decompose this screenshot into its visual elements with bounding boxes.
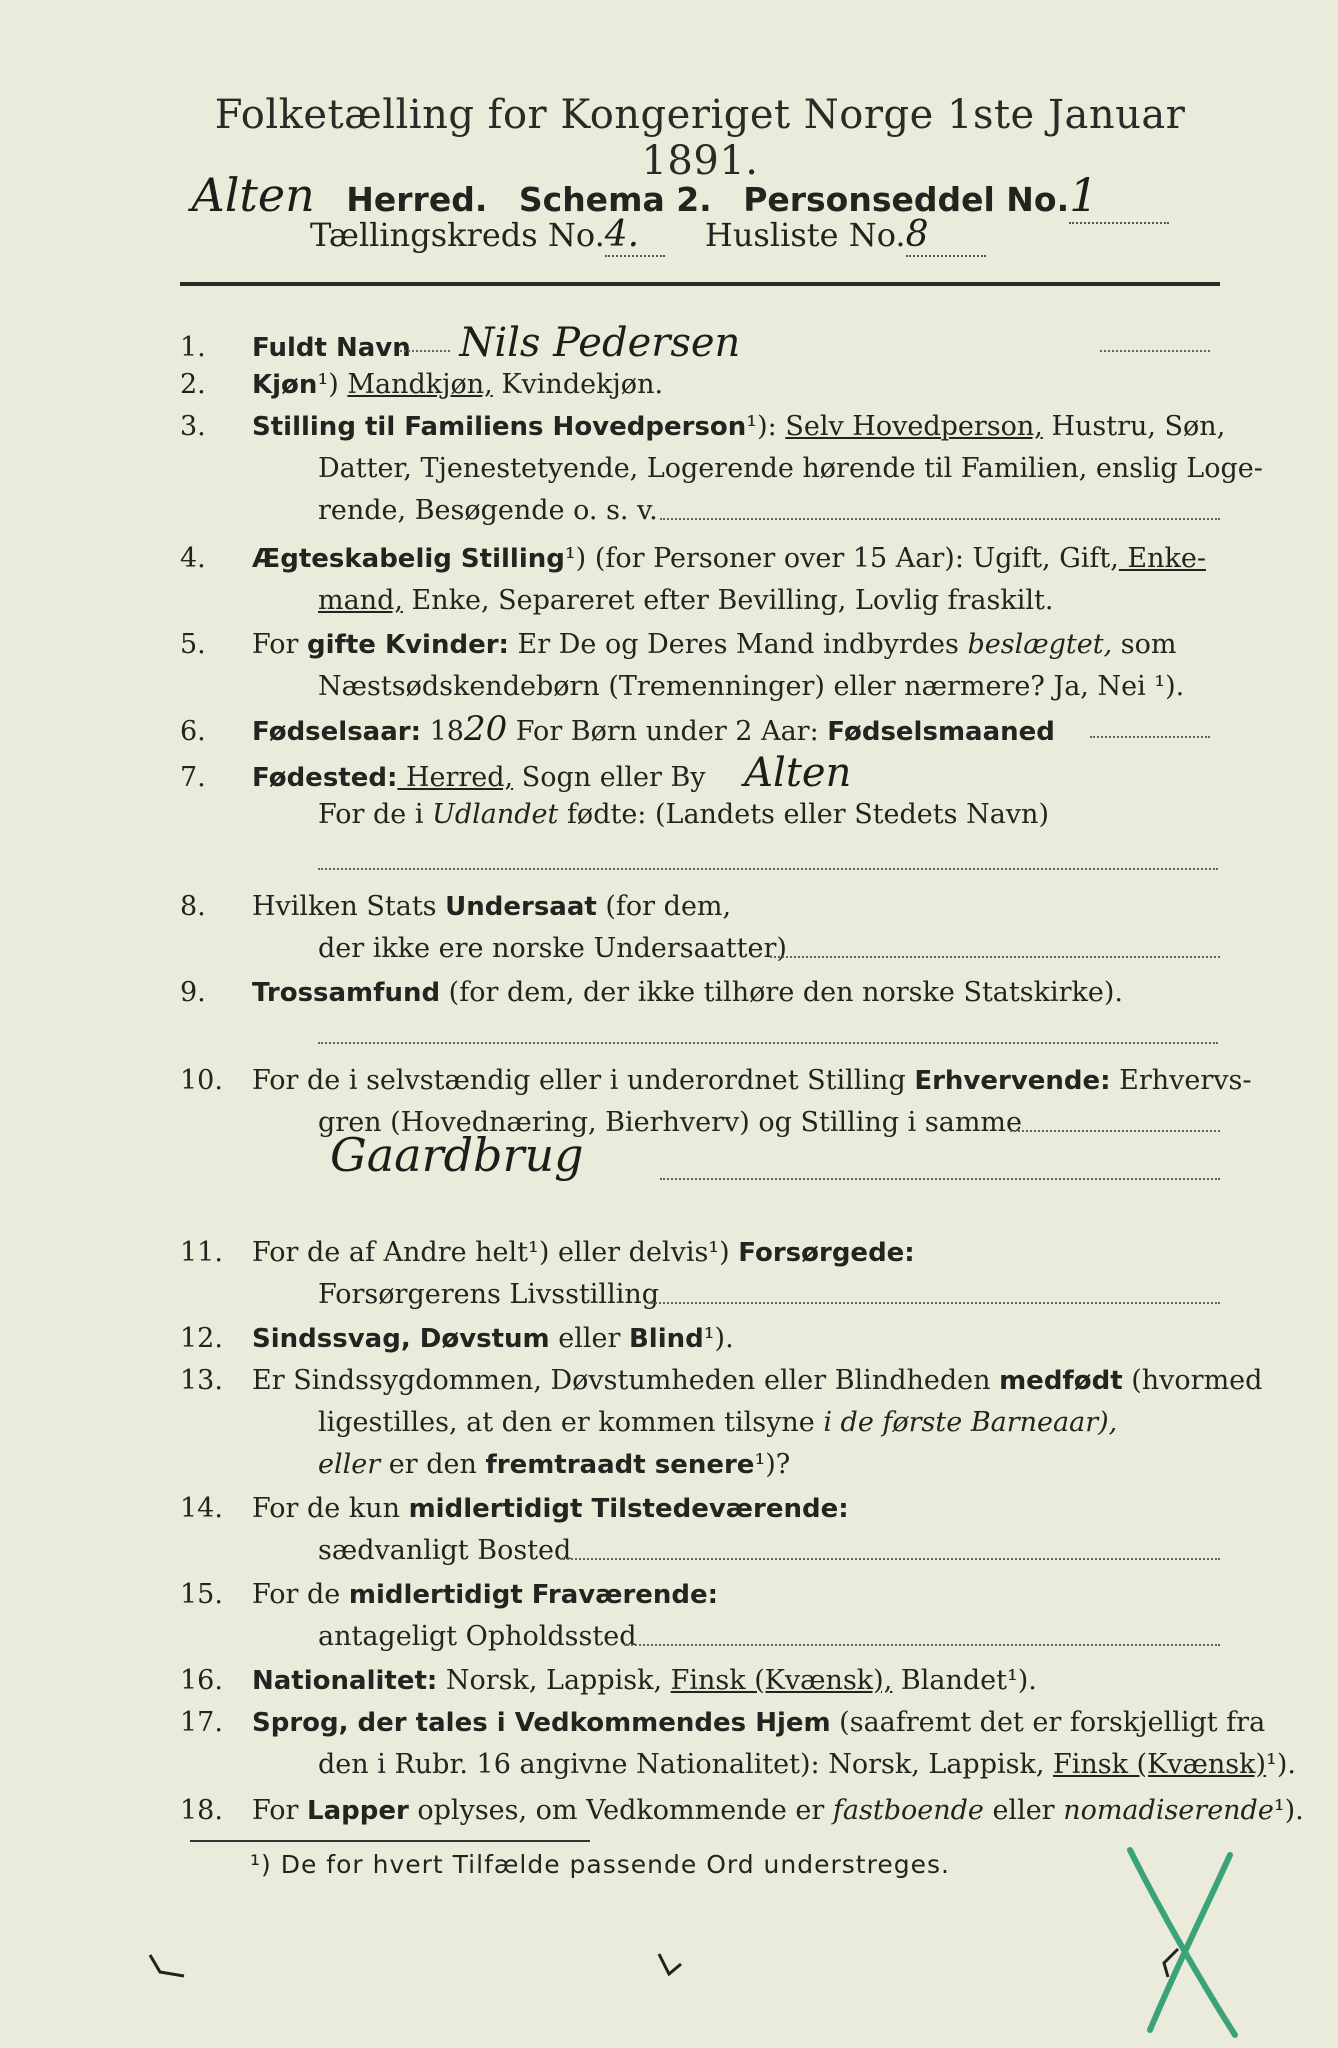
header-rule (180, 282, 1220, 286)
row-4: 4. Ægteskabelig Stilling¹) (for Personer over 15 Aar): Ugift, Gift, Enke- (180, 543, 1206, 574)
schema-label: Schema 2. (518, 180, 712, 219)
form-title: Folketælling for Kongeriget Norge 1ste Januar 1891. (214, 92, 1186, 184)
row-10-line-2: gren (Hovednæring, Bierhverv) og Stilling i samme (318, 1107, 1023, 1138)
row-3: 3. Stilling til Familiens Hovedperson¹): Selv Hovedperson, Hustru, Søn, (180, 411, 1226, 442)
footnote-rule (190, 1840, 590, 1842)
husliste-label: Husliste No. (704, 216, 906, 254)
personseddel-label: Personseddel No. (743, 180, 1070, 219)
row-5-line-2: Næstsødskendebørn (Tremenninger) eller nærmere? Ja, Nei ¹). (318, 671, 1185, 702)
row-16: 16. Nationalitet: Norsk, Lappisk, Finsk (Kvænsk), Blandet¹). (180, 1665, 1037, 1696)
corner-mark-center-icon (655, 1950, 685, 1980)
birth-year-handwritten: 20 (463, 709, 508, 749)
row-5: 5. For gifte Kvinder: Er De og Deres Mand indbyrdes beslægtet, som (180, 629, 1177, 660)
row-15-line-2: antageligt Opholdssted (318, 1621, 637, 1652)
row-11-line-2: Forsørgerens Livsstilling (318, 1279, 660, 1310)
kreds-line (310, 214, 986, 257)
row-13-line-2: ligestilles, at den er kommen tilsyne i de første Barneaar), (318, 1407, 1118, 1438)
personseddel-number: 1 (1069, 168, 1169, 224)
row-14-line-2: sædvanligt Bosted (318, 1535, 572, 1566)
row-17: 17. Sprog, der tales i Vedkommendes Hjem (saafremt det er forskjelligt fra (180, 1707, 1266, 1738)
row-8: 8. Hvilken Stats Undersaat (for dem, (180, 891, 732, 922)
green-x-mark-icon (1120, 1840, 1250, 2040)
row-3-line-2: Datter, Tjenestetyende, Logerende hørende til Familien, enslig Loge- (318, 453, 1263, 484)
husliste-number: 8 (906, 214, 986, 257)
row-12: 12. Sindssvag, Døvstum eller Blind¹). (180, 1323, 734, 1354)
corner-mark-right-icon (1150, 1945, 1180, 1981)
corner-mark-left-icon (148, 1950, 188, 1980)
row-15: 15. For de midlertidigt Fraværende: (180, 1579, 719, 1610)
row-7: 7. Fødested: Herred, Sogn eller By Alten (180, 750, 852, 796)
row-9: 9. Trossamfund (for dem, der ikke tilhøre den norske Statskirke). (180, 977, 1123, 1008)
row-10: 10. For de i selvstændig eller i underordnet Stilling Erhvervende: Erhvervs- (180, 1065, 1252, 1096)
row-18: 18. For Lapper oplyses, om Vedkommende er fastboende eller nomadiserende¹). (180, 1795, 1304, 1826)
herred-label: Herred. (346, 180, 488, 219)
row-17-line-2: den i Rubr. 16 angivne Nationalitet): Norsk, Lappisk, Finsk (Kvænsk)¹). (318, 1749, 1296, 1780)
footnote: ¹) De for hvert Tilfælde passende Ord understreges. (250, 1850, 950, 1879)
row-2: 2. Kjøn¹) Mandkjøn, Kvindekjøn. (180, 369, 664, 400)
kreds-label: Tællingskreds No. (310, 216, 605, 254)
row-11: 11. For de af Andre helt¹) eller delvis¹) Forsørgede: (180, 1237, 915, 1268)
kreds-number: 4. (605, 214, 665, 257)
row-8-line-2: der ikke ere norske Undersaatter) (318, 933, 787, 964)
row-3-line-3: rende, Besøgende o. s. v. (318, 495, 658, 526)
birthplace-handwritten: Alten (744, 750, 852, 796)
occupation-handwritten: Gaardbrug (330, 1128, 584, 1182)
row-1: 1. Fuldt Navn Nils Pedersen (180, 320, 741, 366)
row-13-line-3: eller er den fremtraadt senere¹)? (318, 1449, 791, 1480)
herred-handwritten: Alten (191, 168, 315, 222)
row-14: 14. For de kun midlertidigt Tilstedeværende: (180, 1493, 849, 1524)
row-7-line-2: For de i Udlandet fødte: (Landets eller Stedets Navn) (318, 799, 1049, 830)
row-13: 13. Er Sindssygdommen, Døvstumheden eller Blindheden medfødt (hvormed (180, 1365, 1263, 1396)
row-6: 6. Fødselsaar: 1820 For Børn under 2 Aar: Fødselsmaaned (180, 709, 1055, 749)
name-handwritten: Nils Pedersen (459, 320, 741, 366)
row-4-line-2: mand, Enke, Separeret efter Bevilling, Lovlig fraskilt. (318, 585, 1054, 616)
